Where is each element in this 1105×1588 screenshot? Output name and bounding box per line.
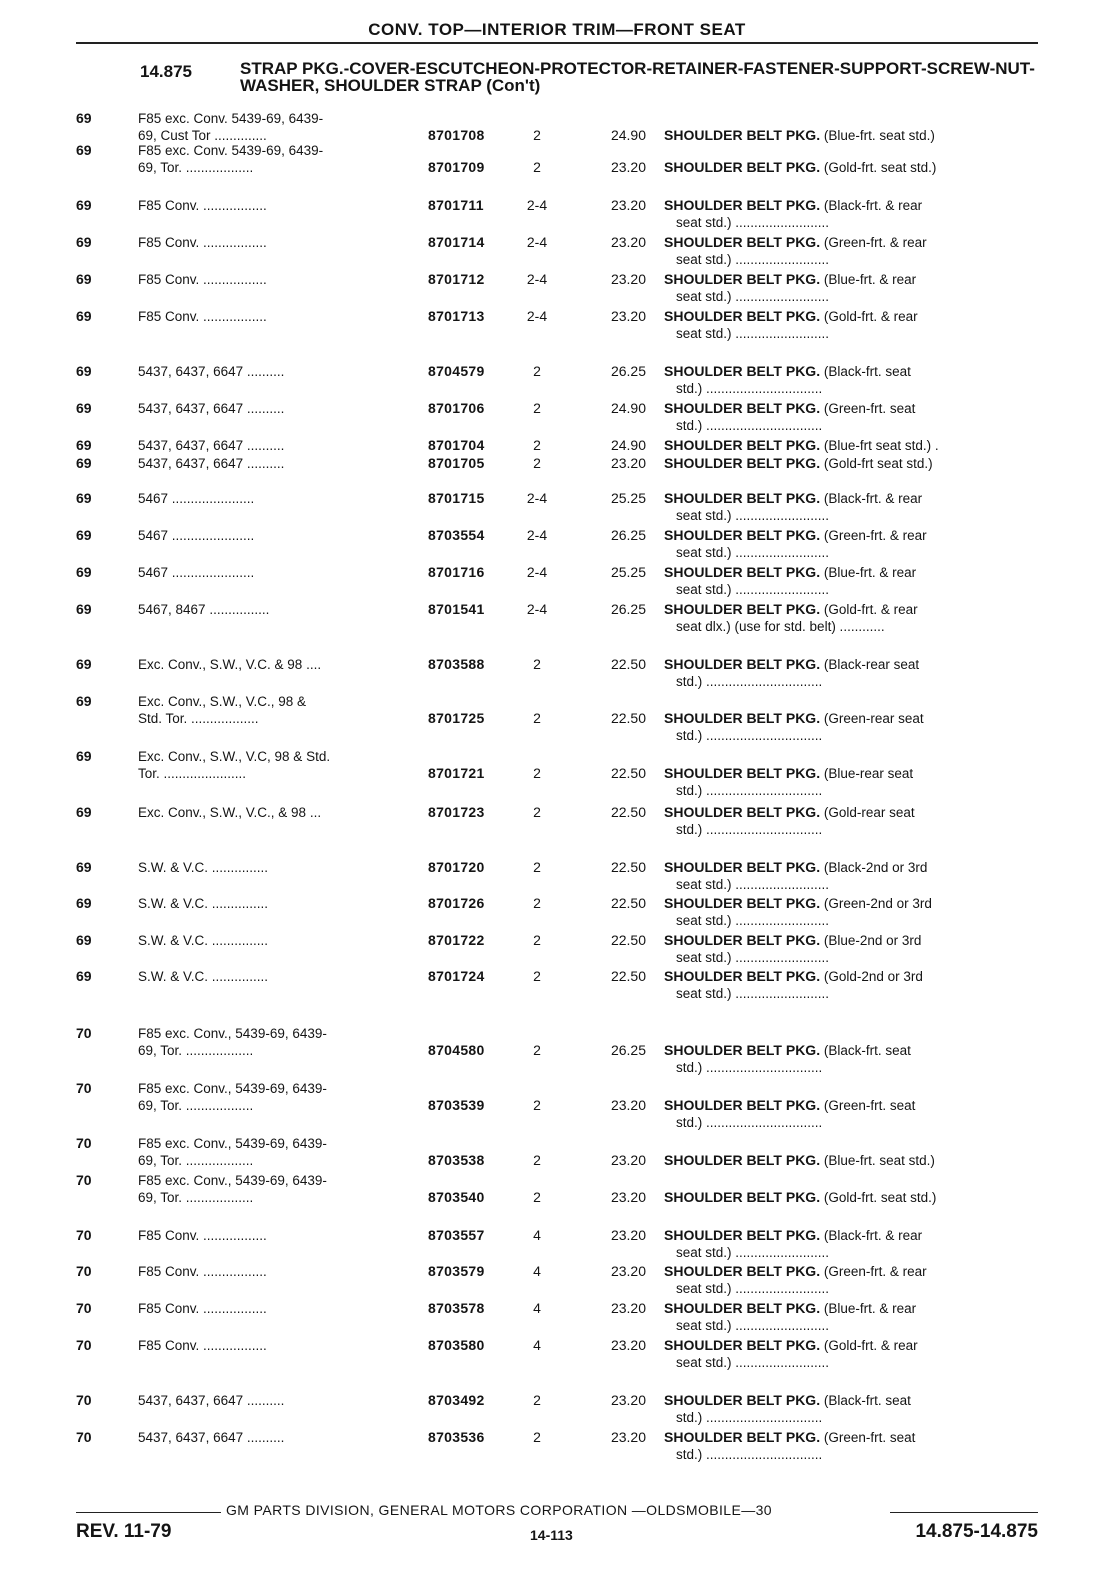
description-continuation: seat std.) .........................: [676, 1355, 830, 1370]
description-detail: (Gold-frt. & rear: [823, 602, 918, 617]
model-year: 69: [76, 601, 92, 617]
model-applicability: 5437, 6437, 6647 ..........: [138, 1393, 285, 1408]
part-number: 8701720: [428, 859, 485, 875]
price: 26.25: [610, 601, 646, 617]
price: 23.20: [610, 1337, 646, 1353]
quantity: 2: [533, 1097, 541, 1113]
description-detail: (Gold-frt. seat std.): [823, 160, 937, 175]
model-year: 69: [76, 142, 92, 158]
model-applicability: 5437, 6437, 6647 ..........: [138, 364, 285, 379]
model-applicability: F85 Conv. .................: [138, 309, 267, 324]
model-applicability: F85 exc. Conv., 5439-69, 6439- 69, Tor. ..................: [138, 1173, 327, 1205]
description-continuation: std.) ...............................: [676, 381, 823, 396]
part-number: 8703579: [428, 1263, 485, 1279]
price: 23.20: [610, 1227, 646, 1243]
model-applicability: 5467 ......................: [138, 491, 255, 506]
description-title: SHOULDER BELT PKG.: [664, 308, 821, 324]
part-description: [664, 765, 1034, 799]
quantity: 2: [533, 1392, 541, 1408]
model-year: 70: [76, 1227, 92, 1243]
quantity: 2: [533, 437, 541, 453]
part-description: [664, 234, 1034, 268]
model-year: 70: [76, 1300, 92, 1316]
description-title: SHOULDER BELT PKG.: [664, 363, 821, 379]
quantity: 2-4: [526, 490, 548, 506]
description-continuation: seat std.) .........................: [676, 877, 830, 892]
part-description: [664, 1227, 1034, 1261]
part-number: 8701723: [428, 804, 485, 820]
part-number: 8701722: [428, 932, 485, 948]
description-title: SHOULDER BELT PKG.: [664, 455, 821, 471]
price: 23.20: [610, 455, 646, 471]
quantity: 2-4: [526, 527, 548, 543]
part-number: 8701709: [428, 159, 485, 175]
part-description: [664, 656, 1034, 690]
description-title: SHOULDER BELT PKG.: [664, 437, 821, 453]
description-title: SHOULDER BELT PKG.: [664, 765, 821, 781]
description-title: SHOULDER BELT PKG.: [664, 804, 821, 820]
part-number: 8701726: [428, 895, 485, 911]
model-applicability: 5437, 6437, 6647 ..........: [138, 438, 285, 453]
description-title: SHOULDER BELT PKG.: [664, 527, 821, 543]
model-year: 69: [76, 110, 92, 126]
description-detail: (Blue-frt. & rear: [823, 1301, 917, 1316]
description-detail: (Green-rear seat: [823, 711, 924, 726]
description-title: SHOULDER BELT PKG.: [664, 400, 821, 416]
quantity: 2: [533, 363, 541, 379]
part-number: 8701711: [428, 197, 484, 213]
footer-rule-left: [76, 1512, 221, 1513]
description-detail: (Gold-frt. & rear: [823, 309, 918, 324]
part-description: [664, 271, 1034, 305]
part-description: [664, 710, 1034, 744]
model-year: 70: [76, 1080, 92, 1096]
model-year: 69: [76, 693, 92, 709]
model-year: 69: [76, 437, 92, 453]
price: 22.50: [610, 932, 646, 948]
description-title: SHOULDER BELT PKG.: [664, 656, 821, 672]
price: 26.25: [610, 527, 646, 543]
model-year: 69: [76, 804, 92, 820]
price: 23.20: [610, 1300, 646, 1316]
part-description: [664, 527, 1034, 561]
model-year: 69: [76, 932, 92, 948]
part-description: [664, 601, 1034, 635]
model-year: 70: [76, 1392, 92, 1408]
part-number: 8703540: [428, 1189, 485, 1205]
quantity: 2-4: [526, 271, 548, 287]
model-applicability: S.W. & V.C. ...............: [138, 933, 269, 948]
description-title: SHOULDER BELT PKG.: [664, 710, 821, 726]
quantity: 2: [533, 968, 541, 984]
description-continuation: seat std.) .........................: [676, 950, 830, 965]
model-year: 69: [76, 197, 92, 213]
part-number: 8701725: [428, 710, 485, 726]
price: 22.50: [610, 895, 646, 911]
quantity: 2-4: [526, 564, 548, 580]
part-description: [664, 895, 1034, 929]
description-continuation: seat std.) .........................: [676, 252, 830, 267]
part-description: [664, 564, 1034, 598]
description-title: SHOULDER BELT PKG.: [664, 271, 821, 287]
description-title: SHOULDER BELT PKG.: [664, 1227, 821, 1243]
description-title: SHOULDER BELT PKG.: [664, 859, 821, 875]
description-detail: (Green-frt. & rear: [823, 235, 927, 250]
part-description: [664, 437, 1034, 454]
description-continuation: std.) ...............................: [676, 674, 823, 689]
footer-rule-right: [890, 1512, 1038, 1513]
part-description: [664, 490, 1034, 524]
section-index: 14.875-14.875: [915, 1521, 1038, 1542]
header-rule: [76, 42, 1038, 44]
part-number: 8703538: [428, 1152, 485, 1168]
quantity: 4: [533, 1227, 541, 1243]
description-detail: (Blue-frt seat std.) .: [823, 438, 939, 453]
description-detail: (Green-frt. & rear: [823, 1264, 927, 1279]
quantity: 2: [533, 455, 541, 471]
part-number: 8701541: [428, 601, 485, 617]
quantity: 4: [533, 1263, 541, 1279]
description-title: SHOULDER BELT PKG.: [664, 1337, 821, 1353]
description-title: SHOULDER BELT PKG.: [664, 234, 821, 250]
model-applicability: F85 Conv. .................: [138, 1301, 267, 1316]
part-description: [664, 1337, 1034, 1371]
model-applicability: F85 exc. Conv. 5439-69, 6439- 69, Tor. ..................: [138, 143, 324, 175]
model-applicability: 5467 ......................: [138, 565, 255, 580]
section-number: 14.875: [140, 62, 192, 81]
part-description: [664, 159, 1034, 176]
model-applicability: F85 exc. Conv., 5439-69, 6439- 69, Tor. ..................: [138, 1136, 327, 1168]
description-continuation: seat std.) .........................: [676, 326, 830, 341]
quantity: 2: [533, 765, 541, 781]
model-year: 70: [76, 1172, 92, 1188]
description-continuation: std.) ...............................: [676, 783, 823, 798]
model-year: 69: [76, 308, 92, 324]
description-detail: (Gold-frt. & rear: [823, 1338, 918, 1353]
price: 22.50: [610, 804, 646, 820]
description-continuation: std.) ...............................: [676, 728, 823, 743]
description-title: SHOULDER BELT PKG.: [664, 1263, 821, 1279]
quantity: 2: [533, 804, 541, 820]
part-number: 8701714: [428, 234, 485, 250]
model-applicability: Exc. Conv., S.W., V.C., 98 & Std. Tor. ..................: [138, 694, 307, 726]
model-year: 69: [76, 490, 92, 506]
price: 22.50: [610, 765, 646, 781]
price: 23.20: [610, 271, 646, 287]
quantity: 2-4: [526, 308, 548, 324]
part-number: 8701721: [428, 765, 485, 781]
price: 23.20: [610, 308, 646, 324]
part-number: 8703492: [428, 1392, 485, 1408]
part-description: [664, 932, 1034, 966]
model-year: 69: [76, 968, 92, 984]
description-detail: (Black-frt. seat: [823, 364, 911, 379]
part-number: 8703557: [428, 1227, 485, 1243]
part-description: [664, 363, 1034, 397]
model-applicability: S.W. & V.C. ...............: [138, 860, 269, 875]
page-number: 14-113: [530, 1527, 573, 1543]
part-description: [664, 1097, 1034, 1131]
quantity: 2: [533, 895, 541, 911]
part-number: 8703578: [428, 1300, 485, 1316]
price: 23.20: [610, 197, 646, 213]
price: 24.90: [610, 437, 646, 453]
description-continuation: std.) ...............................: [676, 1115, 823, 1130]
price: 22.50: [610, 710, 646, 726]
description-title: SHOULDER BELT PKG.: [664, 159, 821, 175]
model-year: 69: [76, 564, 92, 580]
description-detail: (Black-frt. seat: [823, 1043, 911, 1058]
model-year: 69: [76, 234, 92, 250]
model-applicability: 5437, 6437, 6647 ..........: [138, 1430, 285, 1445]
part-number: 8701716: [428, 564, 485, 580]
description-title: SHOULDER BELT PKG.: [664, 968, 821, 984]
price: 23.20: [610, 234, 646, 250]
part-number: 8703588: [428, 656, 485, 672]
price: 26.25: [610, 363, 646, 379]
description-continuation: seat std.) .........................: [676, 508, 830, 523]
footer-publisher: GM PARTS DIVISION, GENERAL MOTORS CORPORATION —OLDSMOBILE—30: [226, 1502, 772, 1518]
description-continuation: std.) ...............................: [676, 418, 823, 433]
model-year: 69: [76, 859, 92, 875]
description-title: SHOULDER BELT PKG.: [664, 564, 821, 580]
description-continuation: seat std.) .........................: [676, 1281, 830, 1296]
quantity: 2: [533, 859, 541, 875]
model-year: 70: [76, 1429, 92, 1445]
model-applicability: Exc. Conv., S.W., V.C. & 98 ....: [138, 657, 322, 672]
description-detail: (Black-rear seat: [823, 657, 920, 672]
description-continuation: seat std.) .........................: [676, 986, 830, 1001]
quantity: 2-4: [526, 197, 548, 213]
model-year: 69: [76, 455, 92, 471]
price: 22.50: [610, 656, 646, 672]
description-continuation: seat std.) .........................: [676, 582, 830, 597]
price: 23.20: [610, 159, 646, 175]
model-applicability: F85 exc. Conv., 5439-69, 6439- 69, Tor. ..................: [138, 1026, 327, 1058]
price: 24.90: [610, 400, 646, 416]
part-description: [664, 400, 1034, 434]
model-year: 69: [76, 656, 92, 672]
description-detail: (Green-frt. seat: [823, 1430, 916, 1445]
description-continuation: std.) ...............................: [676, 822, 823, 837]
description-continuation: seat std.) .........................: [676, 1245, 830, 1260]
model-year: 69: [76, 363, 92, 379]
model-applicability: 5437, 6437, 6647 ..........: [138, 456, 285, 471]
quantity: 2: [533, 1429, 541, 1445]
model-applicability: Exc. Conv., S.W., V.C., & 98 ...: [138, 805, 322, 820]
description-detail: (Blue-frt. seat std.): [823, 128, 935, 143]
model-year: 69: [76, 271, 92, 287]
part-number: 8703554: [428, 527, 485, 543]
part-number: 8701715: [428, 490, 485, 506]
part-number: 8701706: [428, 400, 485, 416]
model-applicability: F85 exc. Conv., 5439-69, 6439- 69, Tor. ..................: [138, 1081, 327, 1113]
description-detail: (Gold-frt seat std.): [823, 456, 933, 471]
quantity: 2: [533, 159, 541, 175]
description-continuation: seat std.) .........................: [676, 545, 830, 560]
part-number: 8701708: [428, 127, 485, 143]
part-description: [664, 1189, 1034, 1206]
part-description: [664, 308, 1034, 342]
description-detail: (Blue-frt. & rear: [823, 272, 917, 287]
quantity: 2: [533, 400, 541, 416]
part-number: 8703536: [428, 1429, 485, 1445]
description-detail: (Black-frt. & rear: [823, 198, 923, 213]
description-title: SHOULDER BELT PKG.: [664, 601, 821, 617]
part-number: 8701705: [428, 455, 485, 471]
section-title: STRAP PKG.-COVER-ESCUTCHEON-PROTECTOR-RETAINER-FASTENER-SUPPORT-SCREW-NUT-WASHER, SHOULDER STRAP (Con't): [240, 59, 1035, 95]
description-title: SHOULDER BELT PKG.: [664, 1392, 821, 1408]
price: 22.50: [610, 968, 646, 984]
description-detail: (Black-frt. & rear: [823, 491, 923, 506]
part-number: 8704579: [428, 363, 485, 379]
description-continuation: std.) ...............................: [676, 1060, 823, 1075]
part-description: [664, 1263, 1034, 1297]
description-detail: (Green-frt. seat: [823, 401, 916, 416]
price: 23.20: [610, 1189, 646, 1205]
description-detail: (Green-frt. seat: [823, 1098, 916, 1113]
model-applicability: S.W. & V.C. ...............: [138, 969, 269, 984]
description-title: SHOULDER BELT PKG.: [664, 197, 821, 213]
part-number: 8701712: [428, 271, 485, 287]
quantity: 2: [533, 710, 541, 726]
description-continuation: seat std.) .........................: [676, 215, 830, 230]
description-continuation: seat std.) .........................: [676, 913, 830, 928]
part-description: [664, 859, 1034, 893]
part-description: [664, 197, 1034, 231]
part-description: [664, 1429, 1034, 1463]
description-title: SHOULDER BELT PKG.: [664, 895, 821, 911]
model-applicability: 5467 ......................: [138, 528, 255, 543]
price: 23.20: [610, 1263, 646, 1279]
model-applicability: F85 exc. Conv. 5439-69, 6439- 69, Cust Tor ..............: [138, 111, 324, 143]
part-number: 8701704: [428, 437, 485, 453]
description-continuation: seat dlx.) (use for std. belt) ............: [676, 619, 885, 634]
description-title: SHOULDER BELT PKG.: [664, 127, 821, 143]
model-year: 69: [76, 895, 92, 911]
price: 22.50: [610, 859, 646, 875]
model-applicability: F85 Conv. .................: [138, 272, 267, 287]
quantity: 2: [533, 932, 541, 948]
model-applicability: F85 Conv. .................: [138, 235, 267, 250]
description-title: SHOULDER BELT PKG.: [664, 490, 821, 506]
price: 25.25: [610, 564, 646, 580]
model-applicability: F85 Conv. .................: [138, 198, 267, 213]
price: 26.25: [610, 1042, 646, 1058]
part-description: [664, 455, 1034, 472]
description-detail: (Gold-frt. seat std.): [823, 1190, 937, 1205]
part-description: [664, 804, 1034, 838]
part-number: 8703580: [428, 1337, 485, 1353]
part-number: 8701724: [428, 968, 485, 984]
description-detail: (Black-frt. & rear: [823, 1228, 923, 1243]
description-title: SHOULDER BELT PKG.: [664, 1429, 821, 1445]
model-applicability: 5467, 8467 ................: [138, 602, 270, 617]
model-year: 69: [76, 748, 92, 764]
description-detail: (Green-2nd or 3rd: [823, 896, 932, 911]
model-applicability: S.W. & V.C. ...............: [138, 896, 269, 911]
quantity: 2: [533, 1152, 541, 1168]
price: 23.20: [610, 1152, 646, 1168]
model-year: 70: [76, 1025, 92, 1041]
price: 25.25: [610, 490, 646, 506]
model-applicability: 5437, 6437, 6647 ..........: [138, 401, 285, 416]
description-detail: (Black-frt. seat: [823, 1393, 911, 1408]
revision-date: REV. 11-79: [76, 1521, 172, 1542]
part-description: [664, 1392, 1034, 1426]
quantity: 2: [533, 127, 541, 143]
model-year: 70: [76, 1263, 92, 1279]
part-number: 8701713: [428, 308, 485, 324]
description-title: SHOULDER BELT PKG.: [664, 1152, 821, 1168]
description-detail: (Blue-rear seat: [823, 766, 914, 781]
description-title: SHOULDER BELT PKG.: [664, 1189, 821, 1205]
price: 24.90: [610, 127, 646, 143]
model-year: 70: [76, 1337, 92, 1353]
price: 23.20: [610, 1097, 646, 1113]
model-applicability: F85 Conv. .................: [138, 1264, 267, 1279]
part-number: 8703539: [428, 1097, 485, 1113]
description-detail: (Gold-rear seat: [823, 805, 915, 820]
description-continuation: std.) ...............................: [676, 1447, 823, 1462]
quantity: 2: [533, 1042, 541, 1058]
description-title: SHOULDER BELT PKG.: [664, 1300, 821, 1316]
model-year: 69: [76, 527, 92, 543]
part-description: [664, 968, 1034, 1002]
quantity: 4: [533, 1337, 541, 1353]
quantity: 2-4: [526, 234, 548, 250]
model-year: 69: [76, 400, 92, 416]
page-header: CONV. TOP—INTERIOR TRIM—FRONT SEAT: [368, 20, 746, 39]
quantity: 4: [533, 1300, 541, 1316]
description-detail: (Blue-2nd or 3rd: [823, 933, 922, 948]
description-title: SHOULDER BELT PKG.: [664, 1042, 821, 1058]
part-description: [664, 1042, 1034, 1076]
part-description: [664, 1152, 1034, 1169]
description-detail: (Black-2nd or 3rd: [823, 860, 928, 875]
description-detail: (Blue-frt. seat std.): [823, 1153, 935, 1168]
description-detail: (Gold-2nd or 3rd: [823, 969, 923, 984]
description-continuation: std.) ...............................: [676, 1410, 823, 1425]
quantity: 2: [533, 656, 541, 672]
model-applicability: F85 Conv. .................: [138, 1228, 267, 1243]
description-continuation: seat std.) .........................: [676, 1318, 830, 1333]
quantity: 2-4: [526, 601, 548, 617]
model-applicability: F85 Conv. .................: [138, 1338, 267, 1353]
quantity: 2: [533, 1189, 541, 1205]
part-number: 8704580: [428, 1042, 485, 1058]
price: 23.20: [610, 1392, 646, 1408]
description-continuation: seat std.) .........................: [676, 289, 830, 304]
description-title: SHOULDER BELT PKG.: [664, 1097, 821, 1113]
description-detail: (Green-frt. & rear: [823, 528, 927, 543]
price: 23.20: [610, 1429, 646, 1445]
model-applicability: Exc. Conv., S.W., V.C, 98 & Std. Tor. ......................: [138, 749, 331, 781]
description-detail: (Blue-frt. & rear: [823, 565, 917, 580]
description-title: SHOULDER BELT PKG.: [664, 932, 821, 948]
part-description: [664, 1300, 1034, 1334]
part-description: [664, 127, 1034, 144]
model-year: 70: [76, 1135, 92, 1151]
